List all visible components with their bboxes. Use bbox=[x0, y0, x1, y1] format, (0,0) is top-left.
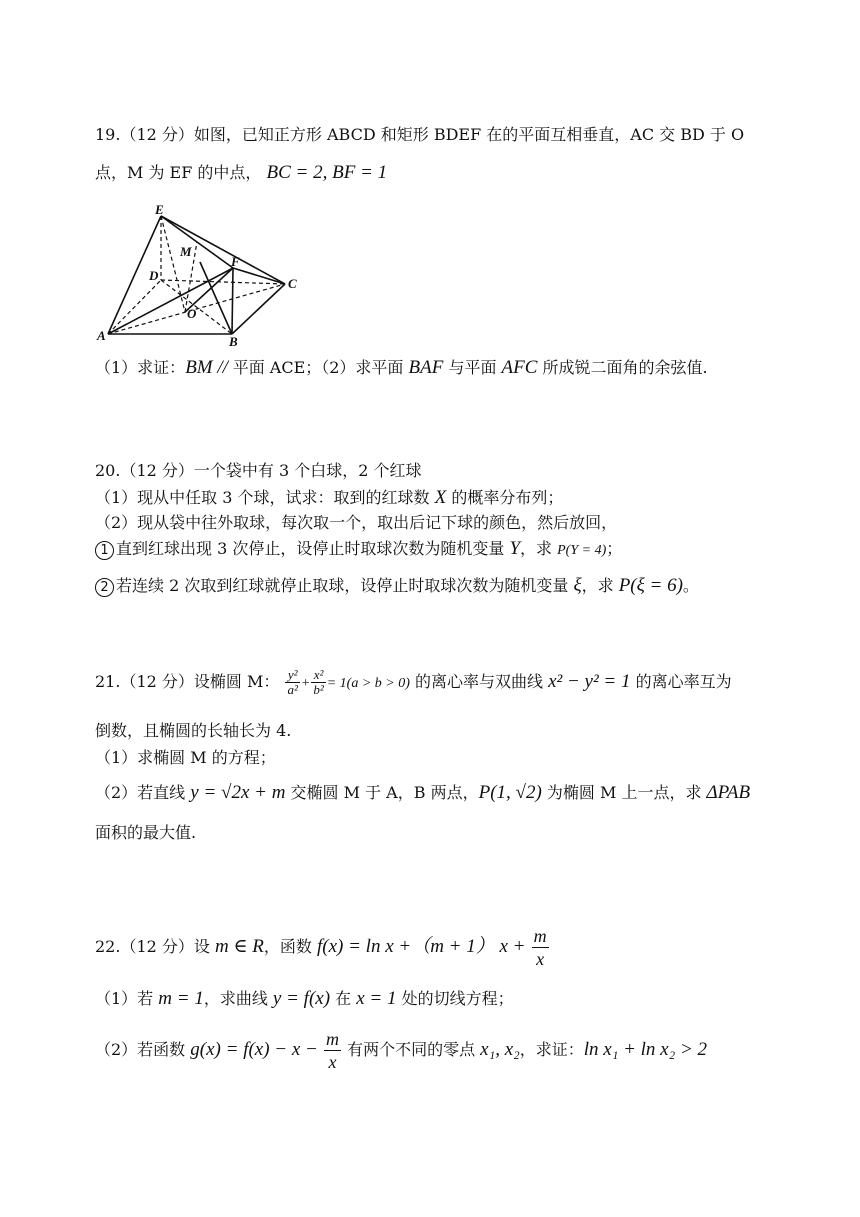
q20-line3: （2）现从袋中往外取球，每次取一个，取出后记下球的颜色，然后放回， bbox=[95, 513, 618, 532]
q20-line5-a: 若连续 2 次取到红球就停止取球，设停止时取球次数为随机变量 bbox=[116, 576, 574, 595]
frac-den: b² bbox=[313, 682, 324, 697]
circled-number-1: 1 bbox=[95, 541, 114, 560]
q20-line5-b: ，求 bbox=[581, 576, 619, 595]
q22-line3-b: 有两个不同的零点 bbox=[341, 1040, 481, 1059]
q21-hyperbola: x² − y² = 1 bbox=[548, 671, 631, 692]
q21-line1-b: 的离心率与双曲线 bbox=[409, 672, 549, 691]
q22-line3-a: （2）若函数 bbox=[95, 1040, 191, 1059]
q20-line4 bbox=[95, 536, 622, 560]
q22-zeros: x₁, x₂ bbox=[480, 1039, 520, 1060]
frac-den: x bbox=[532, 947, 549, 970]
q22-line3-c: ，求证： bbox=[519, 1040, 584, 1059]
q19-line2 bbox=[95, 160, 387, 184]
q20-line2-a: （1）现从中任取 3 个球，试求：取到的红球数 bbox=[95, 488, 435, 507]
q19-part-text: 平面 ACE；（2）求平面 bbox=[232, 358, 409, 377]
q22-line1 bbox=[95, 925, 550, 970]
q21-point-p: P(1, √2) bbox=[478, 782, 542, 803]
q20-prob-y4: P(Y = 4) bbox=[557, 543, 607, 558]
q21-ellipse-condition: = 1(a > b > 0) bbox=[326, 676, 410, 691]
q20-prob-xi6: P(ξ = 6) bbox=[618, 575, 683, 596]
q22-curve: y = f(x) bbox=[272, 988, 331, 1009]
q22-line2-d: 处的切线方程； bbox=[396, 989, 514, 1008]
q20-line4-c: ； bbox=[606, 539, 623, 558]
q21-line4-c: 为椭圆 M 上一点，求 bbox=[541, 783, 707, 802]
q19-line1: 19.（12 分）如图，已知正方形 ABCD 和矩形 BDEF 在的平面互相垂直，AC 交 BD 于 O bbox=[95, 125, 745, 144]
q19-part-end: 所成锐二面角的余弦值. bbox=[537, 358, 708, 377]
q20-var-y: Y bbox=[509, 538, 521, 559]
label-E: E bbox=[155, 202, 164, 217]
q20-line1: 20.（12 分）一个袋中有 3 个白球，2 个红球 bbox=[95, 461, 422, 480]
q20-line2-b: 的概率分布列； bbox=[446, 488, 564, 507]
frac-den: x bbox=[324, 1050, 341, 1073]
q22-function-g: g(x) = f(x) − x − bbox=[190, 1039, 318, 1060]
q22-line2 bbox=[95, 986, 514, 1010]
q22-line2-b: ，求曲线 bbox=[203, 989, 273, 1008]
q19-bm-parallel: BM // bbox=[185, 357, 233, 378]
q22-m-eq-1: m = 1 bbox=[158, 988, 204, 1009]
label-C: C bbox=[288, 276, 297, 291]
q20-line5 bbox=[95, 573, 699, 597]
q22-x-eq-1: x = 1 bbox=[356, 988, 397, 1009]
q22-line2-a: （1）若 bbox=[95, 989, 159, 1008]
q20-line5-c: 。 bbox=[682, 576, 699, 595]
q20-line4-a: 直到红球出现 3 次停止，设停止时取球次数为随机变量 bbox=[116, 539, 510, 558]
q22-line2-c: 在 bbox=[330, 989, 357, 1008]
q21-line3: （1）求椭圆 M 的方程； bbox=[95, 748, 276, 767]
q21-line4-a: （2）若直线 bbox=[95, 783, 191, 802]
label-B: B bbox=[229, 334, 238, 349]
q19-plane-afc: AFC bbox=[501, 357, 538, 378]
q20-var-xi: ξ bbox=[573, 575, 582, 596]
q21-line4-b: 交椭圆 M 于 A，B 两点， bbox=[285, 783, 479, 802]
frac-den: a² bbox=[287, 682, 298, 697]
q19-figure bbox=[95, 200, 310, 350]
q21-frac-y2-a2 bbox=[285, 668, 299, 697]
label-M: M bbox=[180, 244, 192, 259]
q21-line5: 面积的最大值. bbox=[95, 823, 197, 842]
q21-line-eq: y = √2x + m bbox=[190, 782, 286, 803]
q19-line2-text: 点，M 为 EF 的中点， bbox=[95, 163, 262, 182]
q21-plus: + bbox=[300, 676, 311, 691]
label-D: D bbox=[149, 268, 159, 283]
q19-part1-prefix: （1）求证： bbox=[95, 358, 186, 377]
q22-frac-m-x-2 bbox=[324, 1028, 341, 1073]
q20-line2 bbox=[95, 485, 563, 509]
frac-num: m bbox=[325, 1029, 339, 1049]
q22-function-f: f(x) = ln x +（m + 1） x + bbox=[316, 936, 526, 957]
q21-line2: 倒数，且椭圆的长轴长为 4. bbox=[95, 721, 292, 740]
q21-line4 bbox=[95, 780, 750, 804]
q21-line1 bbox=[95, 668, 732, 697]
q19-given-values: BC = 2, BF = 1 bbox=[266, 162, 388, 183]
q21-line1-a: 21.（12 分）设椭圆 M： bbox=[95, 672, 280, 691]
q19-plane-baf: BAF bbox=[408, 357, 444, 378]
q22-line1-a: 22.（12 分）设 bbox=[95, 937, 215, 956]
q20-line4-b: ，求 bbox=[520, 539, 558, 558]
q21-line1-c: 的离心率互为 bbox=[630, 672, 732, 691]
frac-num: m bbox=[533, 926, 547, 946]
q22-m-in-r: m ∈ R bbox=[214, 936, 264, 957]
q21-frac-x2-b2 bbox=[311, 668, 325, 697]
q22-line3 bbox=[95, 1028, 707, 1073]
q22-frac-m-x bbox=[532, 925, 549, 970]
label-A: A bbox=[97, 328, 106, 343]
frac-num: y² bbox=[287, 667, 298, 682]
q21-triangle: ΔPAB bbox=[706, 782, 751, 803]
q19-parts bbox=[95, 355, 708, 379]
q22-inequality: ln x₁ + ln x₂ > 2 bbox=[583, 1039, 708, 1060]
label-F: F bbox=[231, 254, 240, 269]
frac-num: x² bbox=[313, 667, 324, 682]
label-O: O bbox=[187, 306, 197, 321]
circled-number-2: 2 bbox=[95, 578, 114, 597]
q20-var-x: X bbox=[434, 487, 447, 508]
q22-line1-b: ，函数 bbox=[263, 937, 317, 956]
q19-part-mid: 与平面 bbox=[443, 358, 502, 377]
